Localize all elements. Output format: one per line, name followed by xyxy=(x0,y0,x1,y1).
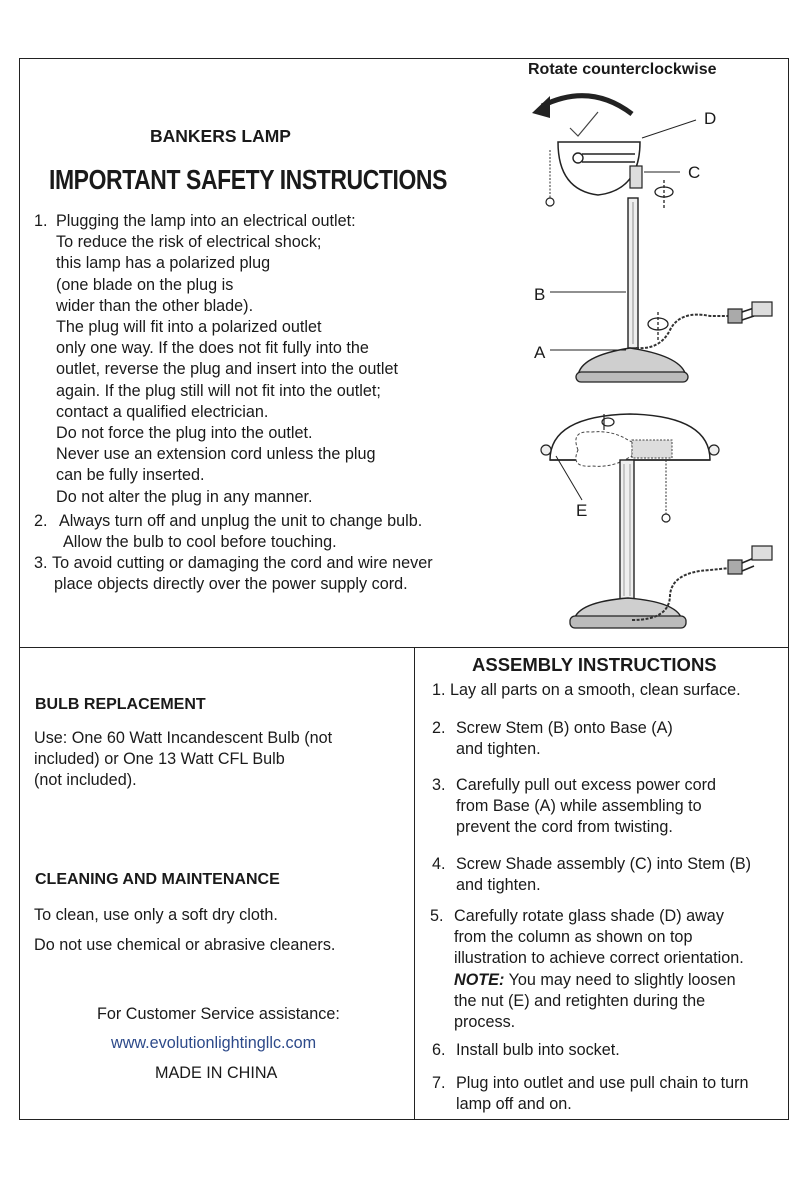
bulb-line: Use: One 60 Watt Incandescent Bulb (not xyxy=(34,729,333,747)
stem-side xyxy=(620,460,634,600)
lamp-diagram xyxy=(520,80,780,640)
note-text: You may need to slightly loosen xyxy=(504,970,736,989)
safety-line: wider than the other blade). xyxy=(56,296,254,315)
safety-line: Plugging the lamp into an electrical outlet: xyxy=(56,212,356,230)
label-a: A xyxy=(534,343,546,362)
step-line: process. xyxy=(454,1013,516,1032)
step-number: 2. xyxy=(432,719,446,737)
step-line: and tighten. xyxy=(456,876,541,895)
safety-line: Always turn off and unplug the unit to change bulb. xyxy=(59,512,423,530)
step-note-line xyxy=(454,970,744,991)
bulb-line: (not included). xyxy=(34,771,137,790)
bulb-text xyxy=(34,728,332,792)
assembly-step-1 xyxy=(432,680,741,701)
step-line: Lay all parts on a smooth, clean surface. xyxy=(450,681,741,699)
safety-item-1-text xyxy=(56,211,398,508)
step-line: lamp off and on. xyxy=(456,1095,572,1114)
main-title: IMPORTANT SAFETY INSTRUCTIONS xyxy=(49,164,447,195)
label-d: D xyxy=(704,109,717,128)
step-line: Carefully rotate glass shade (D) away xyxy=(454,907,724,925)
label-c: C xyxy=(688,163,701,182)
note-label: NOTE: xyxy=(454,970,505,989)
step-line: the nut (E) and retighten during the xyxy=(454,991,706,1010)
safety-line: place objects directly over the power supply cord. xyxy=(54,575,408,594)
step-line: from the column as shown on top xyxy=(454,928,693,947)
step-line: Install bulb into socket. xyxy=(456,1041,620,1059)
lamp-title: BANKERS LAMP xyxy=(150,126,291,146)
assembly-title: ASSEMBLY INSTRUCTIONS xyxy=(472,654,717,675)
section-divider xyxy=(19,647,789,648)
safety-line: Allow the bulb to cool before touching. xyxy=(63,533,337,552)
safety-line: contact a qualified electrician. xyxy=(56,402,269,421)
safety-line: Never use an extension cord unless the plug xyxy=(56,445,376,464)
safety-line: again. If the plug still will not fit into the outlet; xyxy=(56,381,381,400)
cleaning-heading: CLEANING AND MAINTENANCE xyxy=(35,871,280,888)
step-line: from Base (A) while assembling to xyxy=(456,797,702,816)
step-number: 3. xyxy=(432,776,446,794)
step-line: prevent the cord from twisting. xyxy=(456,818,673,837)
step-number: 5. xyxy=(430,907,444,925)
safety-line: The plug will fit into a polarized outlet xyxy=(56,318,322,337)
cleaning-line-2: Do not use chemical or abrasive cleaners. xyxy=(34,936,336,954)
step-line: Carefully pull out excess power cord xyxy=(456,776,717,794)
rotate-arrow xyxy=(542,96,632,114)
step-number: 7. xyxy=(432,1074,446,1092)
safety-line: Do not alter the plug in any manner. xyxy=(56,487,313,506)
step-number: 1. xyxy=(432,681,446,699)
safety-line: Do not force the plug into the outlet. xyxy=(56,424,313,443)
safety-item-3-text xyxy=(52,553,433,595)
column-divider xyxy=(414,647,415,1120)
made-in-text: MADE IN CHINA xyxy=(155,1064,278,1082)
step-line: Plug into outlet and use pull chain to turn xyxy=(456,1074,749,1092)
safety-line: outlet, reverse the plug and insert into the outlet xyxy=(56,360,398,379)
step-number: 6. xyxy=(432,1041,446,1059)
safety-item-3-number: 3. xyxy=(34,554,48,572)
bulb-heading: BULB REPLACEMENT xyxy=(35,696,206,713)
safety-line: only one way. If the does not fit fully into the xyxy=(56,339,369,358)
bulb-line: included) or One 13 Watt CFL Bulb xyxy=(34,750,285,769)
step-line: Screw Stem (B) onto Base (A) xyxy=(456,719,673,737)
shade-top-view xyxy=(558,142,640,195)
rotate-label: Rotate counterclockwise xyxy=(528,61,717,78)
check-icon xyxy=(570,112,598,136)
safety-item-2-text xyxy=(59,511,422,553)
customer-service-text: For Customer Service assistance: xyxy=(97,1005,340,1023)
safety-line: can be fully inserted. xyxy=(56,466,205,485)
safety-line: (one blade on the plug is xyxy=(56,275,234,294)
cleaning-line-1: To clean, use only a soft dry cloth. xyxy=(34,906,278,924)
safety-line: To reduce the risk of electrical shock; xyxy=(56,233,322,252)
step-line: and tighten. xyxy=(456,740,541,759)
safety-line: this lamp has a polarized plug xyxy=(56,254,271,273)
step-number: 4. xyxy=(432,855,446,873)
step-line: Screw Shade assembly (C) into Stem (B) xyxy=(456,855,752,873)
label-b: B xyxy=(534,285,546,304)
website-link[interactable]: www.evolutionlightingllc.com xyxy=(111,1034,317,1052)
safety-line: To avoid cutting or damaging the cord and wire never xyxy=(52,554,433,572)
rotate-arrowhead xyxy=(532,96,550,118)
label-e: E xyxy=(576,501,588,520)
safety-item-1-number: 1. xyxy=(34,212,48,230)
safety-item-2-number: 2. xyxy=(34,512,48,530)
step-line: illustration to achieve correct orientation. xyxy=(454,949,744,968)
